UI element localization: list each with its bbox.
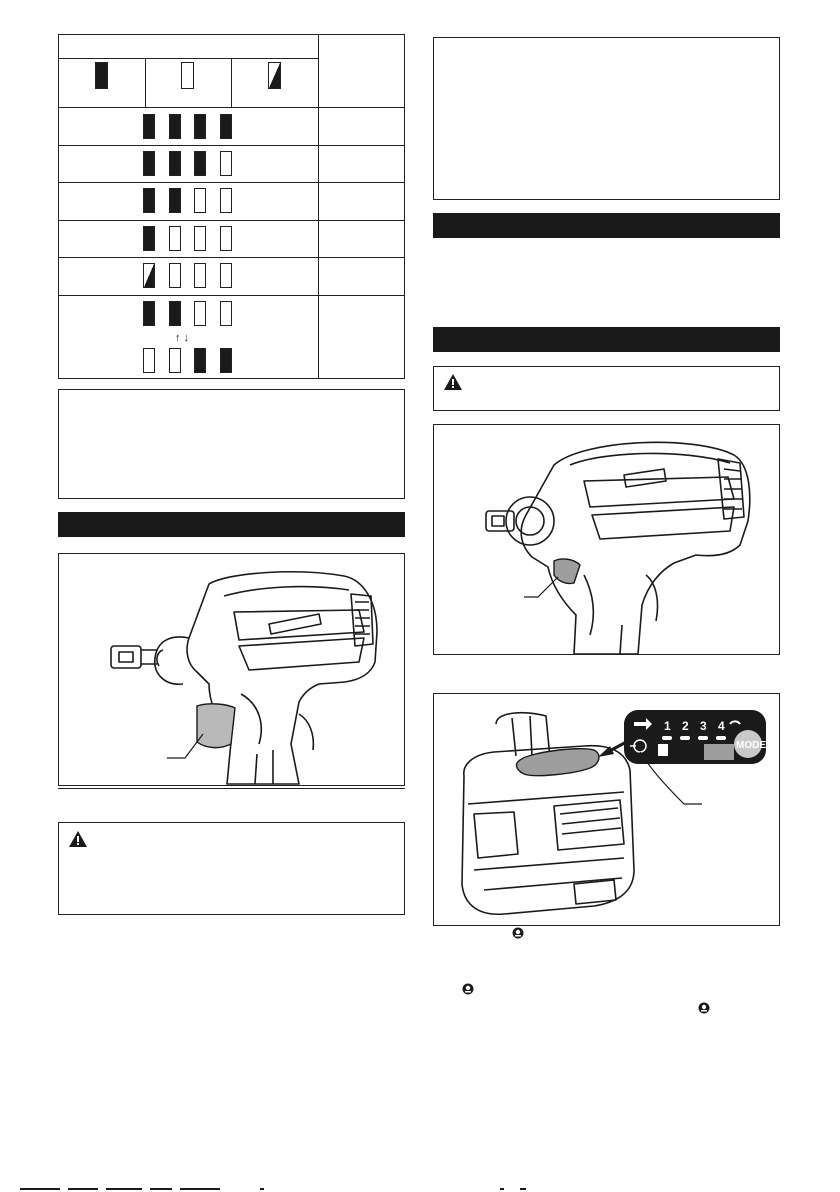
table-rule — [231, 58, 232, 107]
figure-switch-trigger — [433, 424, 780, 655]
panel-number-1: 1 — [664, 719, 671, 733]
lamp-on-icon — [95, 62, 108, 89]
indicator-lamp — [143, 263, 155, 288]
indicator-lamp — [169, 188, 181, 213]
warning-box — [433, 366, 780, 411]
light-mode-icon — [462, 983, 474, 995]
indicator-lamp — [143, 226, 155, 251]
table-rule — [59, 257, 404, 258]
footer-strip — [20, 1186, 820, 1192]
mode-button-label: MODE — [736, 740, 766, 751]
indicator-lamp — [194, 301, 206, 326]
alternating-arrows: ↑ ↓ — [175, 332, 190, 344]
indicator-lamp — [169, 114, 181, 139]
indicator-lamp — [169, 348, 181, 373]
indicator-lamp — [194, 263, 206, 288]
table-rule — [59, 58, 319, 59]
indicator-lamp — [220, 263, 232, 288]
indicator-lamp — [143, 301, 155, 326]
figure-tool-grip — [58, 553, 405, 786]
indicator-lamp — [220, 348, 232, 373]
indicator-lamp — [194, 188, 206, 213]
divider — [58, 788, 405, 789]
note-box — [433, 37, 780, 200]
indicator-lamp — [220, 114, 232, 139]
indicator-lamp — [220, 151, 232, 176]
indicator-lamp — [194, 226, 206, 251]
indicator-lamp — [169, 263, 181, 288]
indicator-lamp — [194, 151, 206, 176]
table-rule — [318, 35, 319, 378]
indicator-lamp — [194, 348, 206, 373]
indicator-lamp — [143, 348, 155, 373]
table-rule — [59, 295, 404, 296]
indicator-lamp — [169, 226, 181, 251]
table-rule — [59, 220, 404, 221]
warning-box — [58, 822, 405, 915]
indicator-lamp — [169, 301, 181, 326]
table-rule — [59, 182, 404, 183]
panel-number-2: 2 — [682, 719, 689, 733]
warning-triangle-icon — [69, 831, 87, 847]
indicator-lamp — [169, 151, 181, 176]
lamp-off-icon — [181, 62, 194, 89]
section-heading-bar — [58, 512, 405, 537]
table-rule — [145, 58, 146, 107]
note-box — [58, 389, 405, 499]
indicator-lamp — [220, 226, 232, 251]
panel-number-4: 4 — [718, 719, 725, 733]
indicator-lamp — [220, 188, 232, 213]
panel-number-3: 3 — [700, 719, 707, 733]
indicator-lamp — [220, 301, 232, 326]
indicator-lamp — [143, 151, 155, 176]
light-mode-icon — [512, 927, 524, 939]
battery-capacity-table — [58, 34, 405, 379]
indicator-lamp — [143, 188, 155, 213]
light-mode-icon — [698, 1002, 710, 1014]
lamp-blinking-icon — [268, 62, 281, 89]
section-heading-bar — [433, 327, 780, 352]
warning-triangle-icon — [444, 374, 462, 390]
indicator-lamp — [194, 114, 206, 139]
figure-control-panel — [433, 693, 780, 926]
table-rule — [59, 107, 404, 108]
section-heading-bar — [433, 213, 780, 238]
indicator-lamp — [143, 114, 155, 139]
table-rule — [59, 145, 404, 146]
